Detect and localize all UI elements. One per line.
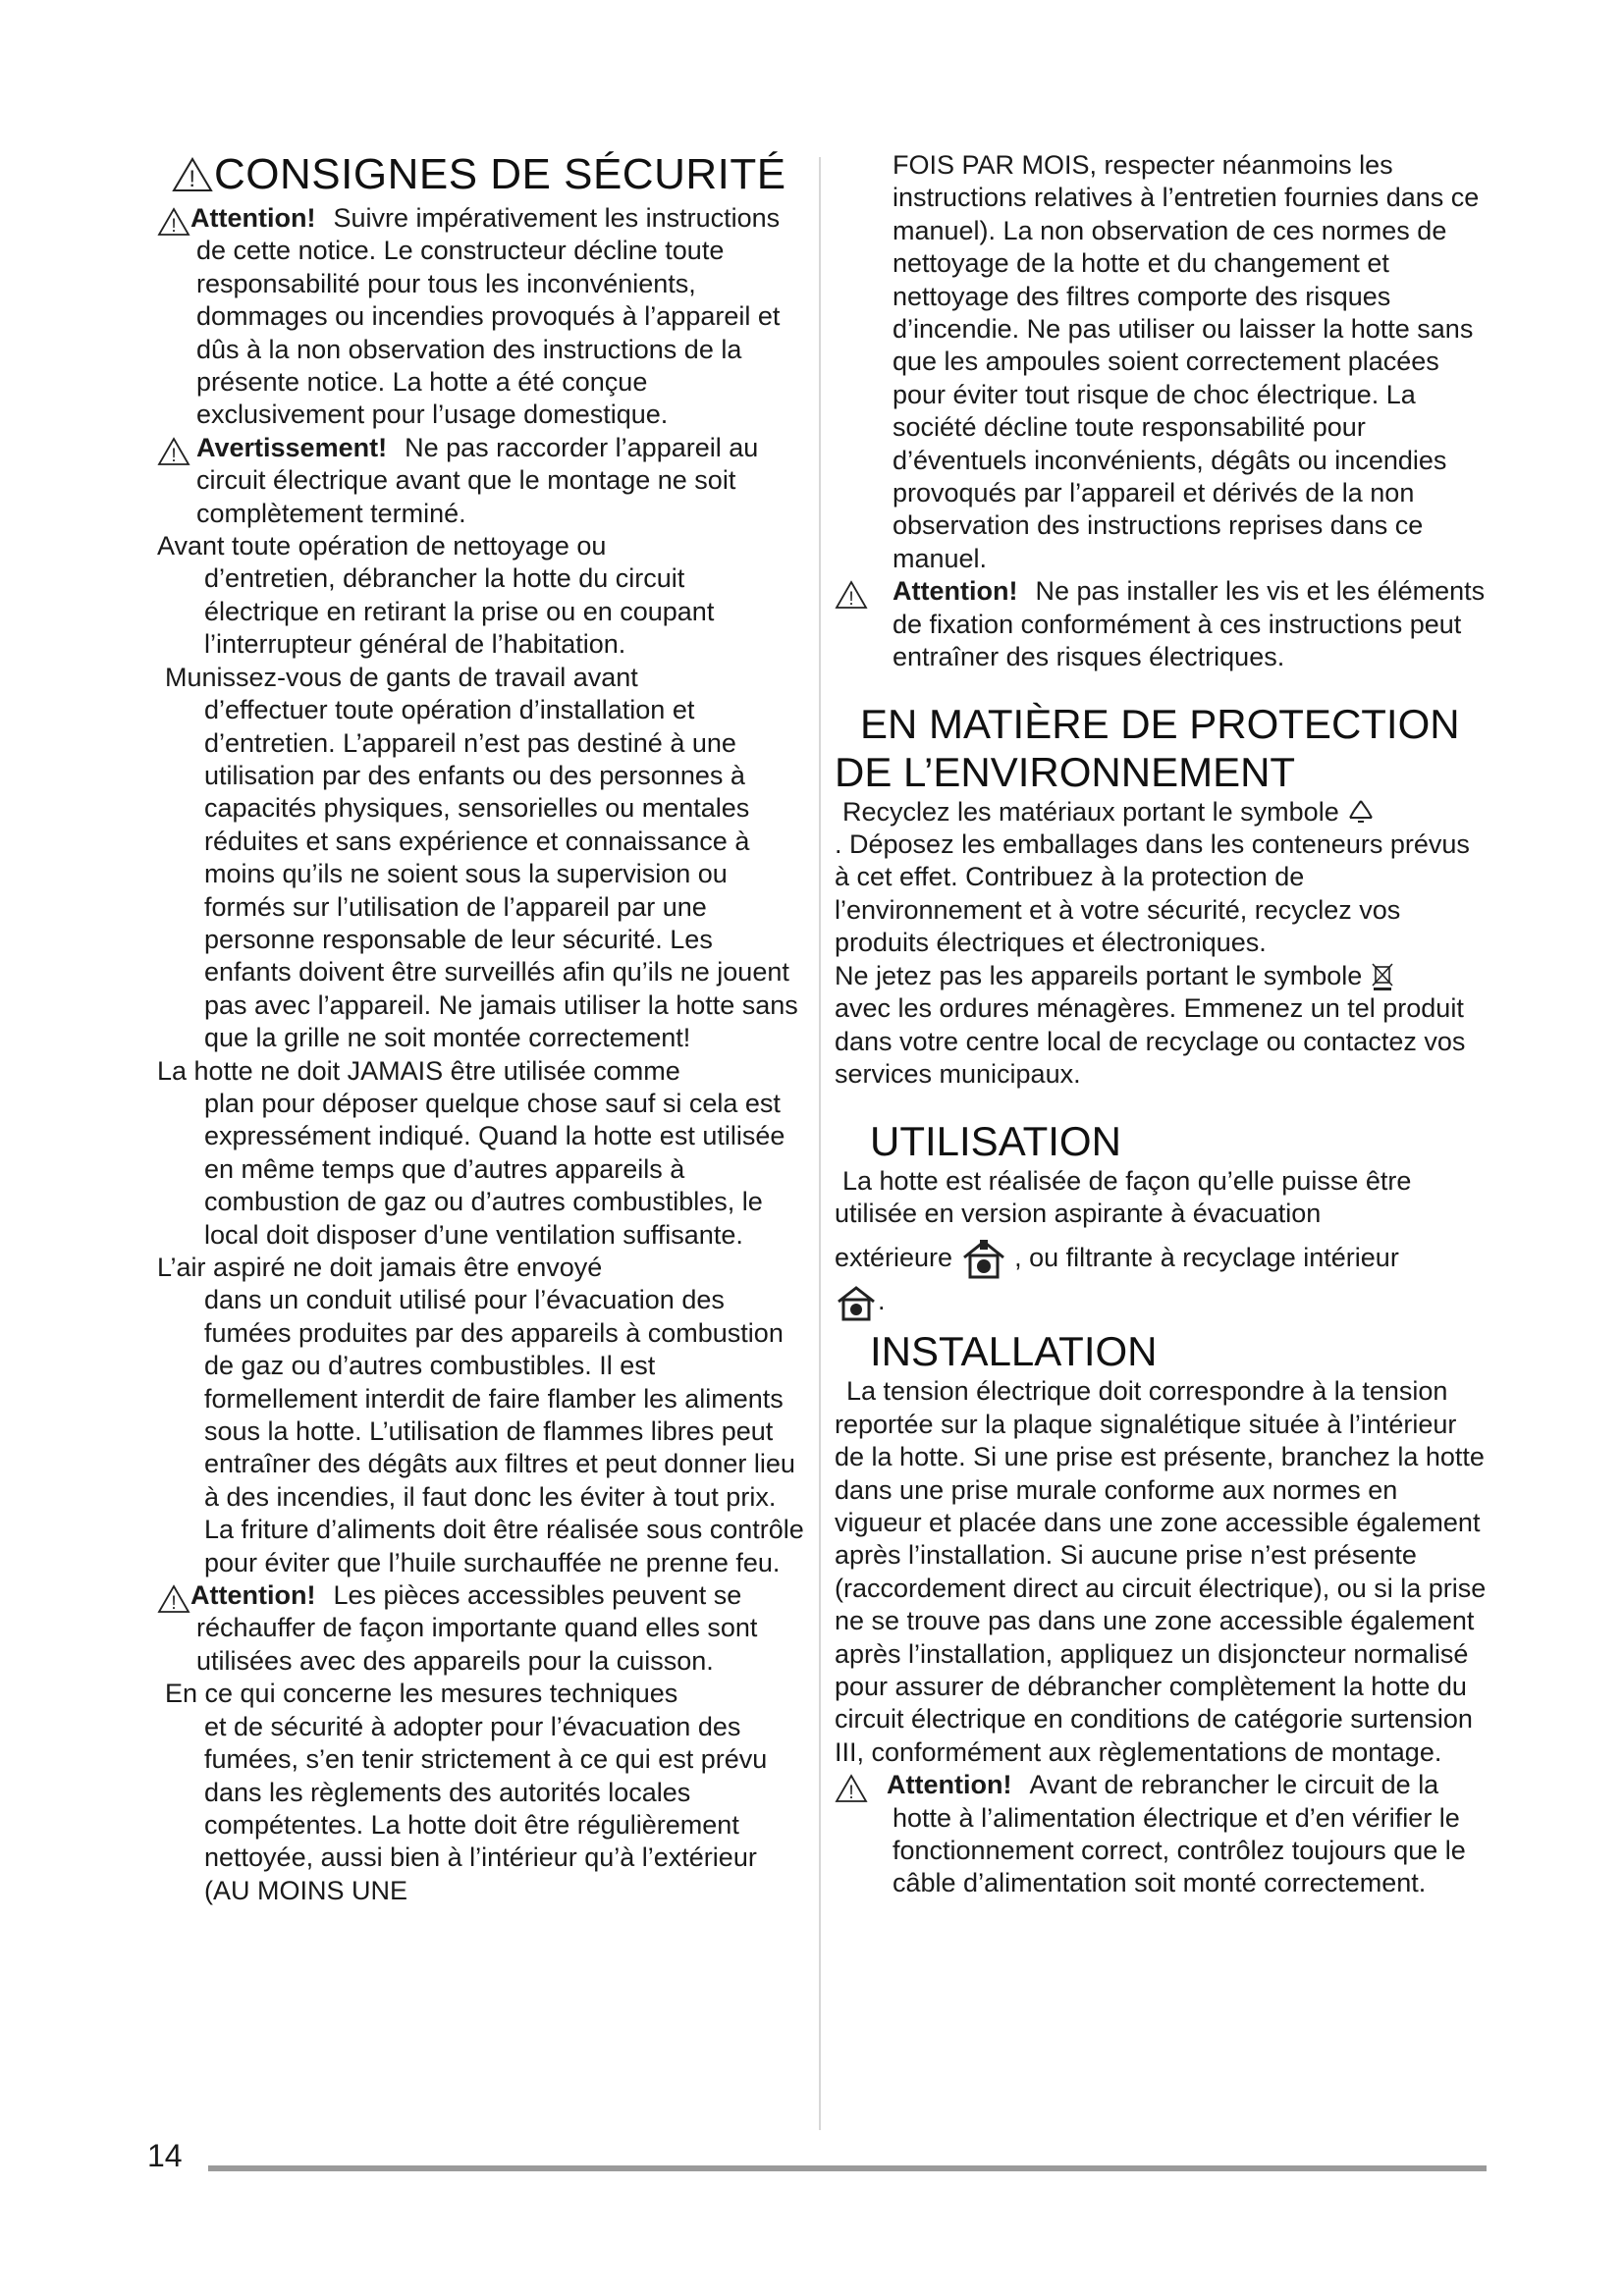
- attention-label: Attention!: [190, 203, 316, 233]
- environment-title-line-2: DE L’ENVIRONNEMENT: [835, 748, 1296, 795]
- util-text-3: , ou filtrante à recyclage intérieur: [1014, 1243, 1399, 1273]
- para-body: et de sécurité à adopter pour l’évacuation des fumées, s’en tenir strictement à ce qui est prévu dans les règlements des autorités locales compétentes. La hotte doit être régulièrement nettoyée, aussi bien à l’intérieur qu’à l’extérieur (AU MOINS UNE: [204, 1711, 768, 1905]
- right-column: [835, 149, 1488, 1900]
- warning-attention-3: [835, 575, 1488, 673]
- svg-text:!: !: [171, 1592, 177, 1614]
- warning-icon: [835, 1774, 868, 1803]
- env-text-3: Ne jetez pas les appareils portant le symbole: [835, 960, 1363, 990]
- paragraph-cleaning: [157, 530, 805, 662]
- svg-text:!: !: [848, 1783, 854, 1804]
- avertissement-text: Ne pas raccorder l’appareil au circuit électrique avant que le montage ne soit complètement terminé.: [196, 432, 759, 528]
- paragraph-environment: [835, 796, 1488, 1092]
- footer-rule: [208, 2165, 1487, 2171]
- env-text-2: . Déposez les emballages dans les conteneurs prévus à cet effet. Contribuez à la protection de l’environnement et à votre sécurité, recyclez vos produits électriques et électroniques.: [835, 828, 1470, 958]
- warning-icon: [835, 580, 868, 610]
- attention-label: Attention!: [190, 1580, 316, 1611]
- page-number: 14: [147, 2138, 183, 2173]
- left-column: [157, 147, 805, 1907]
- paragraph-surface: [157, 1055, 805, 1252]
- attention-text: Avant de rebrancher le circuit de la hotte à l’alimentation électrique et d’en vérifier le fonctionnement correct, contrôlez toujours que le câble d’alimentation soit monté correctement.: [893, 1770, 1466, 1898]
- para-first-line: Munissez-vous de gants de travail avant: [165, 662, 638, 692]
- para-first-line: En ce qui concerne les mesures techniques: [165, 1679, 678, 1709]
- warning-icon: [171, 156, 214, 193]
- utilisation-heading: UTILISATION: [870, 1117, 1121, 1164]
- attention-text: Les pièces accessibles peuvent se réchauffer de façon importante quand elles sont utilisées avec des appareils pour la cuisson.: [196, 1580, 758, 1676]
- util-text-1: La hotte est réalisée de façon qu’elle puisse être utilisée en version aspirante à évacuation: [835, 1165, 1412, 1229]
- svg-text:!: !: [848, 589, 854, 611]
- env-text-4: avec les ordures ménagères. Emmenez un tel produit dans votre centre local de recyclage ou contactez vos services municipaux.: [835, 993, 1466, 1090]
- para-body: dans un conduit utilisé pour l’évacuation des fumées produites par des appareils à combustion de gaz ou d’autres combustibles. Il est formellement interdit de faire flamber les aliments sous la hotte. L’utilisation de flammes libres peut entraîner des dégâts aux filtres et peut donner lieu à des incendies, il faut donc les éviter à tout prix. La friture d’aliments doit être réalisée sous contrôle pour éviter que l’huile surchauffée ne prenne feu.: [204, 1285, 804, 1577]
- svg-text:!: !: [171, 445, 177, 466]
- warning-icon: [157, 437, 190, 466]
- paragraph-air: [157, 1252, 805, 1579]
- paragraph-utilisation-icons: [835, 1238, 1488, 1321]
- safety-title: CONSIGNES DE SÉCURITÉ: [214, 150, 786, 198]
- attention-label: Attention!: [893, 576, 1018, 607]
- column-divider: [819, 157, 821, 2130]
- para-first-line: La hotte ne doit JAMAIS être utilisée comme: [157, 1055, 680, 1086]
- warning-attention-4: [835, 1769, 1488, 1900]
- attention-text: Suivre impérativement les instructions de cette notice. Le constructeur décline toute responsabilité pour tous les inconvénients, dommages ou incendies provoqués à l’appareil et dûs à la non observation des instructions de la présente notice. La hotte a été conçue exclusivement pour l’usage domestique.: [196, 203, 781, 430]
- env-text-1: Recyclez les matériaux portant le symbole: [842, 796, 1339, 827]
- svg-text:!: !: [171, 215, 177, 237]
- para-first-line: L’air aspiré ne doit jamais être envoyé: [157, 1253, 603, 1282]
- warning-attention-2: [157, 1579, 805, 1678]
- safety-heading: [171, 147, 805, 202]
- util-text-4: .: [878, 1286, 886, 1316]
- para-first-line: Avant toute opération de nettoyage ou: [157, 531, 607, 561]
- environment-heading: [835, 700, 1488, 796]
- warning-icon: [157, 207, 190, 237]
- hood-recirculation-icon: [835, 1284, 878, 1321]
- paragraph-regulations: [157, 1678, 805, 1907]
- para-body: d’entretien, débrancher la hotte du circuit électrique en retirant la prise ou en coupant l’interrupteur général de l’habitation.: [204, 563, 715, 660]
- svg-text:!: !: [189, 166, 196, 192]
- avertissement-label: Avertissement!: [196, 432, 388, 462]
- paragraph-gloves: [157, 662, 805, 1055]
- paragraph-installation: La tension électrique doit correspondre à la tension reportée sur la plaque signalétique située à l’intérieur de la hotte. Si une prise est présente, branchez la hotte dans une prise murale conforme aux normes en vigueur et placée dans une zone accessible également après l’installation. Si aucune prise n’est présente (raccordement direct au circuit électrique), ou si la prise ne se trouve pas dans une zone accessible également après l’installation, appliquez un disjoncteur normalisé pour assurer de débrancher complètement la hotte du circuit électrique en conditions de catégorie surtension III, conformément aux règlementations de montage.: [835, 1376, 1487, 1767]
- attention-text: Ne pas installer les vis et les éléments de fixation conformément à ces instructions peut entraîner des risques électriques.: [893, 576, 1486, 672]
- util-text-2: extérieure: [835, 1243, 953, 1273]
- installation-heading: INSTALLATION: [870, 1328, 1158, 1375]
- recycle-icon: [1346, 798, 1376, 828]
- para-body: d’effectuer toute opération d’installation et d’entretien. L’appareil n’est pas destiné à une utilisation par des enfants ou des personnes à capacités physiques, sensorielles ou mentales réduites et sans expérience et connaissance à moins qu’ils ne soient sous la supervision ou formés sur l’utilisation de l’appareil par une personne responsable de leur sécurité. Les enfants doivent être surveillés afin qu’ils ne jouent pas avec l’appareil. Ne jamais utiliser la hotte sans que la grille ne soit montée correctement!: [204, 695, 798, 1053]
- attention-label: Attention!: [887, 1770, 1012, 1800]
- warning-attention-1: [157, 202, 805, 432]
- environment-title-line-1: EN MATIÈRE DE PROTECTION: [860, 700, 1460, 747]
- hood-exhaust-icon: [960, 1238, 1007, 1281]
- weee-bin-icon: [1370, 961, 1395, 992]
- paragraph-utilisation: [835, 1165, 1488, 1231]
- paragraph-continuation: FOIS PAR MOIS, respecter néanmoins les instructions relatives à l’entretien fournies dans ce manuel). La non observation de ces normes de nettoyage de la hotte et du changement et nettoyage des filtres comporte des risques d’incendie. Ne pas utiliser ou laisser la hotte sans que les ampoules soient correctement placées pour éviter tout risque de choc électrique. La société décline toute responsabilité pour d’éventuels inconvénients, dégâts ou incendies provoqués par l’appareil et dérivés de la non observation des instructions reprises dans ce manuel.: [893, 150, 1480, 573]
- warning-icon: [157, 1584, 190, 1614]
- para-body: plan pour déposer quelque chose sauf si cela est expressément indiqué. Quand la hotte est utilisée en même temps que d’autres appareils à combustion de gaz ou d’autres combustibles, le local doit disposer d’une ventilation suffisante.: [204, 1088, 785, 1250]
- warning-avertissement: [157, 432, 805, 530]
